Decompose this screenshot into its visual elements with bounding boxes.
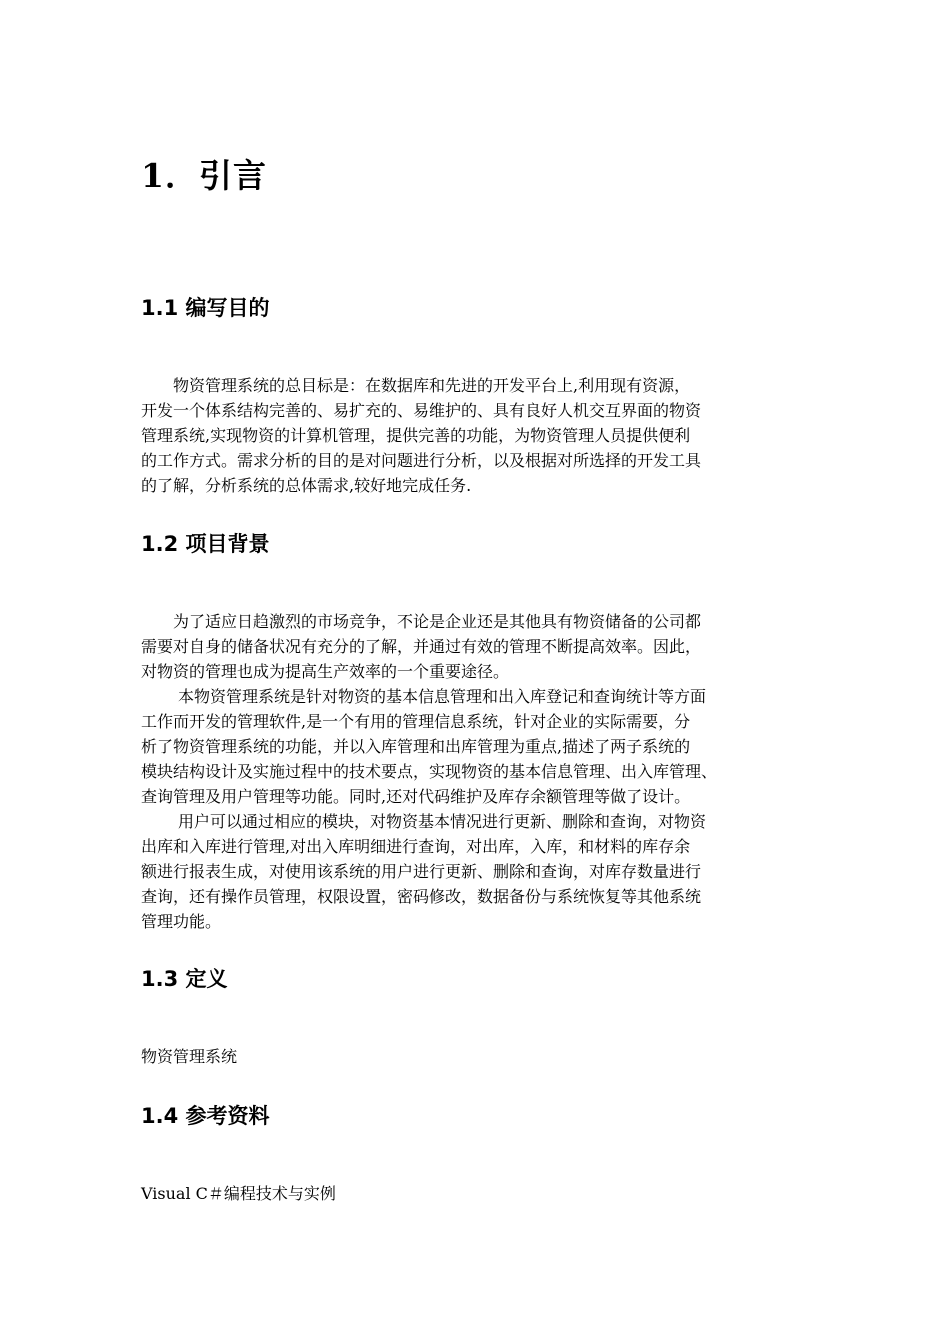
background-line: 析了物资管理系统的功能，并以入库管理和出库管理为重点,描述了两子系统的 <box>141 737 691 756</box>
background-line: 本物资管理系统是针对物资的基本信息管理和出入库登记和查询统计等方面 <box>178 687 707 706</box>
purpose-line: 物资管理系统的总目标是：在数据库和先进的开发平台上,利用现有资源， <box>173 376 691 395</box>
reference-item: Visual C＃编程技术与实例 <box>141 1184 336 1203</box>
purpose-line: 的工作方式。需求分析的目的是对问题进行分析，以及根据对所选择的开发工具 <box>141 451 702 470</box>
references-paragraph <box>141 1181 821 1206</box>
purpose-line: 开发一个体系结构完善的、易扩充的、易维护的、具有良好人机交互界面的物资 <box>141 401 702 420</box>
background-line: 对物资的管理也成为提高生产效率的一个重要途径。 <box>141 662 510 681</box>
background-line: 用户可以通过相应的模块，对物资基本情况进行更新、删除和查询，对物资 <box>178 812 707 831</box>
background-line: 需要对自身的储备状况有充分的了解，并通过有效的管理不断提高效率。因此， <box>141 637 702 656</box>
background-line: 管理功能。 <box>141 912 222 931</box>
purpose-line: 管理系统,实现物资的计算机管理，提供完善的功能，为物资管理人员提供便利 <box>141 426 691 445</box>
purpose-paragraph <box>141 373 821 498</box>
background-line: 查询，还有操作员管理，权限设置，密码修改，数据备份与系统恢复等其他系统 <box>141 887 702 906</box>
background-line: 模块结构设计及实施过程中的技术要点，实现物资的基本信息管理、出入库管理、 <box>141 762 718 781</box>
chapter-title: 1．引言 <box>141 156 267 195</box>
section-title-background: 1.2 项目背景 <box>141 532 270 556</box>
definition-text: 物资管理系统 <box>141 1047 238 1066</box>
section-title-definition: 1.3 定义 <box>141 967 228 991</box>
background-paragraph <box>141 609 821 934</box>
section-title-purpose: 1.1 编写目的 <box>141 296 270 320</box>
purpose-line: 的了解，分析系统的总体需求,较好地完成任务. <box>141 476 472 495</box>
definition-paragraph <box>141 1044 821 1069</box>
background-line: 出库和入库进行管理,对出入库明细进行查询，对出库，入库，和材料的库存余 <box>141 837 691 856</box>
background-line: 额进行报表生成，对使用该系统的用户进行更新、删除和查询，对库存数量进行 <box>141 862 702 881</box>
background-line: 为了适应日趋激烈的市场竞争，不论是企业还是其他具有物资储备的公司都 <box>173 612 702 631</box>
background-line: 查询管理及用户管理等功能。同时,还对代码维护及库存余额管理等做了设计。 <box>141 787 691 806</box>
background-line: 工作而开发的管理软件,是一个有用的管理信息系统，针对企业的实际需要，分 <box>141 712 691 731</box>
section-title-references: 1.4 参考资料 <box>141 1104 270 1128</box>
